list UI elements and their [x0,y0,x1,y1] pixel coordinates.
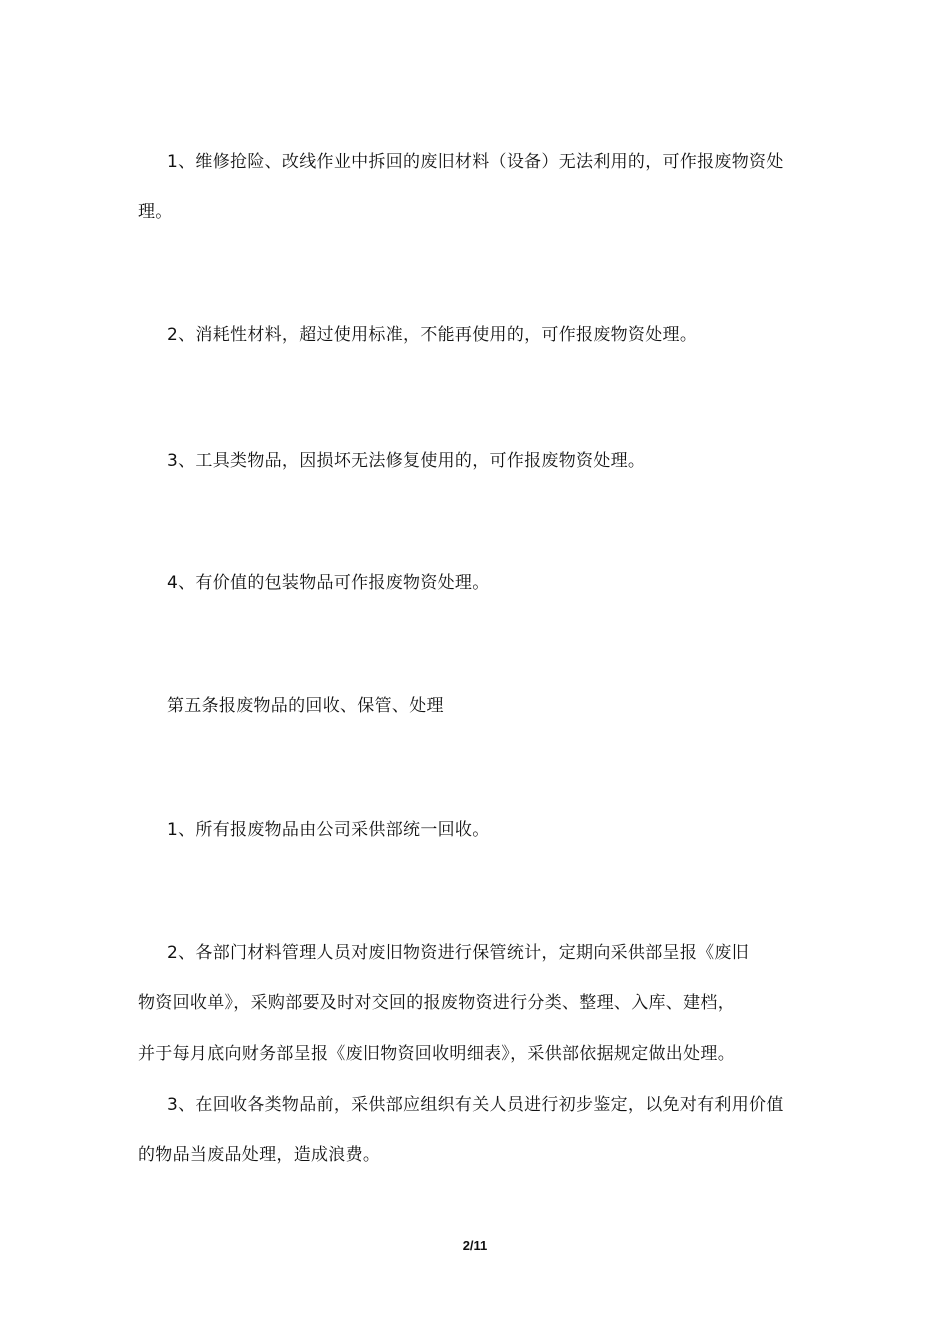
article-5-heading: 第五条报废物品的回收、保管、处理 [167,696,444,716]
article-5-item-3-line-2: 的物品当废品处理，造成浪费。 [138,1145,381,1165]
article-4-item-1-line-1: 1、维修抢险、改线作业中拆回的废旧材料（设备）无法利用的，可作报废物资处 [167,152,784,172]
article-4-item-1-line-2: 理。 [138,202,173,222]
article-4-item-2: 2、消耗性材料，超过使用标准，不能再使用的，可作报废物资处理。 [167,325,698,345]
article-5-item-2-line-2: 物资回收单》，采购部要及时对交回的报废物资进行分类、整理、入库、建档， [138,993,735,1013]
article-4-item-3: 3、工具类物品，因损坏无法修复使用的，可作报废物资处理。 [167,451,646,471]
article-5-item-2-line-3: 并于每月底向财务部呈报《废旧物资回收明细表》，采供部依据规定做出处理。 [138,1044,735,1064]
article-4-item-4: 4、有价值的包装物品可作报废物资处理。 [167,573,490,593]
article-5-item-1: 1、所有报废物品由公司采供部统一回收。 [167,820,490,840]
article-5-item-3-line-1: 3、在回收各类物品前，采供部应组织有关人员进行初步鉴定，以免对有利用价值 [167,1095,784,1115]
article-5-item-2-line-1: 2、各部门材料管理人员对废旧物资进行保管统计，定期向采供部呈报《废旧 [167,943,750,963]
page-number: 2/11 [462,1238,488,1253]
